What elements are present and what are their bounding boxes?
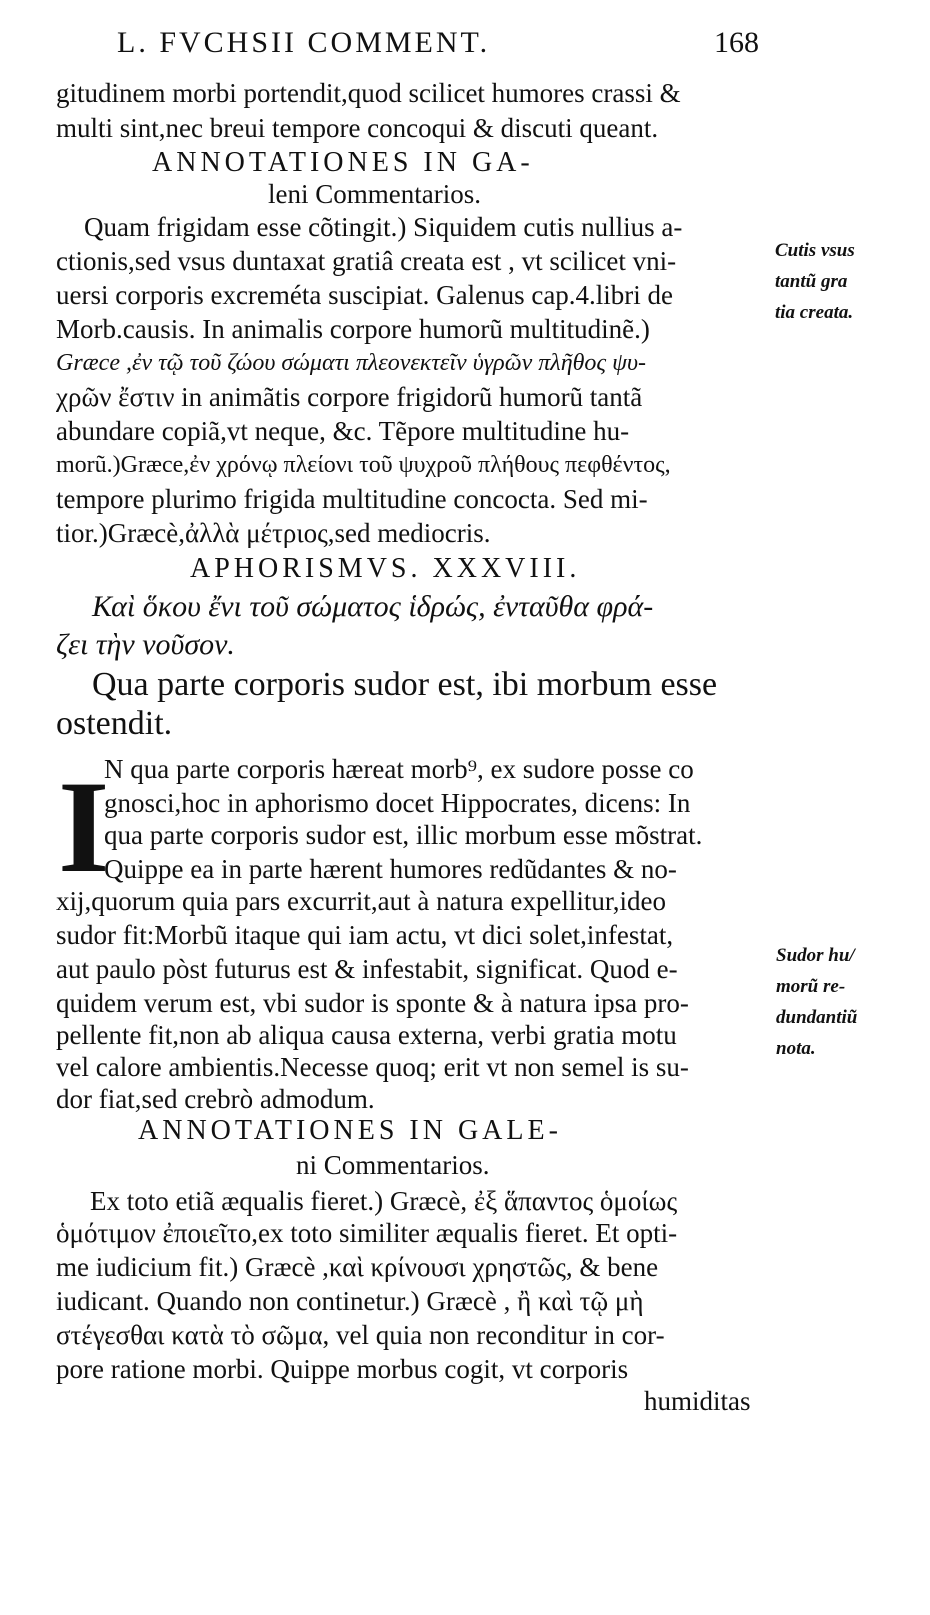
text-line: Quippe ea in parte hærent humores redũdantes & no- xyxy=(104,854,677,884)
catchword: humiditas xyxy=(644,1386,751,1416)
text-line: iudicant. Quando non continetur.) Græcè , ἢ καὶ τῷ μὴ xyxy=(56,1286,644,1316)
margin-note-line: dundantiũ xyxy=(776,1007,858,1028)
text-line: morũ.)Græce,ἐν χρόνῳ πλείονι τοῦ ψυχροῦ πλήθους πεφθέντος, xyxy=(56,452,671,478)
aphorism-latin-title: Qua parte corporis sudor est, ibi morbum esse xyxy=(92,666,718,703)
text-line: abundare copiã,vt neque, &c. Tẽpore multitudine hu- xyxy=(56,416,630,446)
margin-note-line: Cutis vsus xyxy=(775,240,855,261)
text-line: tempore plurimo frigida multitudine concocta. Sed mi- xyxy=(56,484,648,514)
section-heading-cont: ni Commentarios. xyxy=(296,1150,490,1180)
text-line: me iudicium fit.) Græcè ,καὶ κρίνουσι χρηστῶς, & bene xyxy=(56,1252,659,1282)
text-line: quidem verum est, vbi sudor is sponte & à natura ipsa pro- xyxy=(56,988,689,1018)
page-number: 168 xyxy=(714,26,759,59)
margin-note-line: tia creata. xyxy=(775,302,854,323)
aphorism-heading: APHORISMVS. XXXVIII. xyxy=(190,553,581,584)
text-line: sudor fit:Morbũ itaque qui iam actu, vt dici solet,infestat, xyxy=(56,920,674,950)
running-title: L. FVCHSII COMMENT. xyxy=(117,26,491,59)
text-line: multi sint,nec breui tempore concoqui & discuti queant. xyxy=(56,113,659,143)
section-heading: ANNOTATIONES IN GA- xyxy=(152,147,534,178)
text-line: χρῶν ἔστιν in animãtis corpore frigidorũ humorũ tantã xyxy=(56,382,643,412)
margin-note xyxy=(776,940,857,1064)
text-line: Quam frigidam esse cõtingit.) Siquidem cutis nullius a- xyxy=(84,212,683,242)
aphorism-greek-line: ζει τὴν νοῦσον. xyxy=(56,628,235,661)
margin-note-line: Sudor hu/ xyxy=(776,945,855,966)
section-heading-cont: leni Commentarios. xyxy=(268,179,481,209)
text-line: Ex toto etiã æqualis fieret.) Græcè, ἐξ ἅπαντος ὁμοίως xyxy=(90,1186,678,1216)
text-line: pellente fit,non ab aliqua causa externa, verbi gratia motu xyxy=(56,1020,677,1050)
text-line: gitudinem morbi portendit,quod scilicet humores crassi & xyxy=(56,78,681,108)
text-line: ctionis,sed vsus duntaxat gratiâ creata est , vt scilicet vni- xyxy=(56,246,677,276)
margin-note-line: morũ re- xyxy=(776,976,846,997)
text-line: gnosci,hoc in aphorismo docet Hippocrates, dicens: In xyxy=(104,788,691,818)
text-line: qua parte corporis sudor est, illic morbum esse mõstrat. xyxy=(104,820,703,850)
text-line: ὁμότιμον ἐποιεῖτο,ex toto similiter æqualis fieret. Et opti- xyxy=(56,1218,678,1248)
text-line: uersi corporis excreméta suscipiat. Galenus cap.4.libri de xyxy=(56,280,674,310)
section-heading: ANNOTATIONES IN GALE- xyxy=(138,1115,562,1146)
text-line: Græce ,ἐν τῷ τοῦ ζώου σώματι πλεονεκτεῖν ὑγρῶν πλῆθος ψυ- xyxy=(56,350,647,376)
aphorism-greek-line: Καὶ ὅκου ἔνι τοῦ σώματος ἱδρώς, ἐνταῦθα φρά- xyxy=(92,590,654,623)
margin-note-line: nota. xyxy=(776,1038,816,1059)
text-line: N qua parte corporis hæreat morb⁹, ex sudore posse co xyxy=(104,754,694,784)
margin-note xyxy=(775,235,855,328)
text-line: dor fiat,sed crebrò admodum. xyxy=(56,1084,375,1114)
aphorism-latin-title: ostendit. xyxy=(56,705,173,742)
text-line: στέγεσθαι κατὰ τὸ σῶμα, vel quia non reconditur in cor- xyxy=(56,1320,665,1350)
drop-cap: I xyxy=(58,753,110,900)
text-line: Morb.causis. In animalis corpore humorũ multitudinẽ.) xyxy=(56,314,650,344)
text-line: vel calore ambientis.Necesse quoq; erit vt non semel is su- xyxy=(56,1052,689,1082)
text-line: tior.)Græcè,ἀλλὰ μέτριος,sed mediocris. xyxy=(56,518,491,548)
text-line: pore ratione morbi. Quippe morbus cogit, vt corporis xyxy=(56,1354,629,1384)
text-line: xij,quorum quia pars excurrit,aut à natura expellitur,ideo xyxy=(56,886,666,916)
text-line: aut paulo pòst futurus est & infestabit, significat. Quod e- xyxy=(56,954,678,984)
margin-note-line: tantũ gra xyxy=(775,271,848,292)
